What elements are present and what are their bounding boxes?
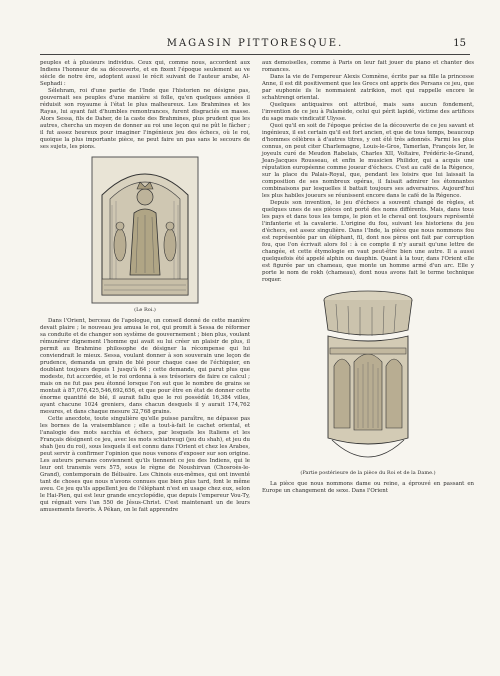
right-paragraph: La pièce que nous nommons dame ou reine, a éprouvé en passant en Europe un changement de sexe. Dans l'Orient bbox=[262, 481, 474, 494]
left-paragraph: peuples et à plusieurs individus. Ceux qui, comme nous, accordent aux Indiens l'honneur de sa découverte, et en fixent l'époque seulement au ve siècle de notre ère, adoptent aussi le récit suivant de l'auteur arabe, Al-Sephadi : bbox=[40, 60, 250, 87]
right-paragraph: Depuis son invention, le jeu d'échecs a souvent changé de règles, et quelques unes de ses pièces ont porté des noms différents. Mais, dans tous les pays et dans tous les temps, le pion et le cheval ont toujours représenté l'infanterie et la cavalerie. L'origine du fou, suivant les historiens du jeu d'échecs, est assez singulière. Dans l'Inde, la pièce que nous nommons fou est représentée par un éléphant, fil, dont nos pères ont fait par corruption fou, que l'on écrivait alors fol : à ce compte il n'y aurait qu'une lettre de changée, et cette étymologie en vaut peut-être bien une autre. Il a aussi quelquefois été appelé alphin ou dauphin. Quant à la tour, dans l'Orient elle est figurée par un chameau, que monte un homme armé d'un arc. Elle y porte le nom de rokh (chameau), dont nous avons fait le terme technique roquer. bbox=[262, 200, 474, 283]
left-paragraph: Dans l'Orient, berceau de l'apologue, un conseil donné de cette manière devait plaire ; le nouveau jeu amusa le roi, qui promit à Sessa de réformer sa conduite et de changer son système de gouvernement ; bien plus, voulant rémunérer dignement l'homme qui avait su lui créer un plaisir de plus, il permit au Brahmine philosophe de désigner la récompense qui lui conviendrait le mieux. Sessa, voulant donner à son souverain une leçon de prudence, demanda un grain de blé pour chaque case de l'échiquier, en doublant toujours depuis 1 jusqu'à 64 ; cette demande, qui parut plus que modeste, fut accordée, et le roi ordonna à ses trésoriers de faire ce calcul ; mais on ne fut pas peu étonné lorsque l'on sut que le nombre de grains se montait à 87,076,425,546,692,656, et que pour être en état de donner cette énorme quantité de blé, il aurait fallu que le roi possédât 16,384 villes, ayant chacune 1024 greniers, dans chacun desquels il y aurait 174,762 mesures, et dans chaque mesure 32,768 grains. bbox=[40, 318, 250, 415]
right-paragraph: Quoi qu'il en soit de l'époque précise de la découverte de ce jeu savant et ingénieux, il est certain qu'il est fort ancien, et que de tous temps, beaucoup d'hommes célèbres à d'autres titres, y ont été très adonnés. Parmi les plus connus, on peut citer Charlemagne, Louis-le-Gros, Tamerlan, François Ier, le joyeulx curé de Meudon Rabelais, Charles XII, Voltaire, Frédéric-le-Grand, Jean-Jacques Rousseau, et enfin le musicien Philidor, qui a acquis une réputation européenne comme joueur d'échecs. C'est au café de la Régence, sur la place du Palais-Royal, que, pendant les loisirs que lui laissait la composition de ses nombreux opéras, il faisait admirer les étonnantes combinaisons par lesquelles il battait toujours ses adversaires. Aujourd'hui les plus habiles joueurs se réunissent encore dans le café de la Régence. bbox=[262, 123, 474, 199]
magazine-title: MAGASIN PITTORESQUE. bbox=[166, 38, 344, 49]
right-paragraph: aux demoiselles, comme à Paris on leur fait jouer du piano et chanter des romances. bbox=[262, 60, 474, 73]
page-header bbox=[40, 38, 470, 55]
king-chess-piece-figure bbox=[90, 155, 200, 305]
right-paragraph: Quelques antiquaires ont attribué, mais sans aucun fondement, l'invention de ce jeu à Palamède, celui qui périt lapidé, victime des artifices du sage mais vindicatif Ulysse. bbox=[262, 102, 474, 122]
page-number: 15 bbox=[453, 38, 466, 49]
back-figure-caption: (Partie postérieure de la pièce du Roi et de la Dame.) bbox=[300, 470, 436, 476]
left-column bbox=[40, 60, 250, 514]
left-paragraph: Cette anecdote, toute singulière qu'elle puisse paraître, ne dépasse pas les bornes de la vraisemblance ; elle a tout-à-fait le cachet oriental, et l'analogie des mots sacchia et échecs, par lesquels les Italiens et les Français désignent ce jeu, avec les mots schiatreugi (jeu du shah), et jeu du shah (jeu du roi), sous lesquels il est connu dans l'Orient et chez les Arabes, peut servir à confirmer l'opinion que nous venons d'exposer sur son origine. Les auteurs persans conviennent qu'ils tiennent ce jeu des Indiens, qui le leur ont transmis vers 575, sous le règne de Noushirvan (Chosroès-le-Grand), contemporain de Bélisaire. Les Chinois eux-mêmes, qui ont inventé tant de choses que nous n'avons connues que bien plus tard, font le même aveu. Ce jeu qu'ils appellent jeu de l'éléphant n'est en usage chez eux, selon le Hai-Pien, qui est leur grande encyclopédie, que depuis l'empereur Vou-Ty, qui régnait vers l'an 550 de Jésus-Christ. C'est maintenant un de leurs amusements favoris. À Pékan, on le fait apprendre bbox=[40, 416, 250, 513]
right-column bbox=[262, 60, 474, 495]
king-queen-back-figure bbox=[306, 288, 430, 468]
left-paragraph: Sélehram, roi d'une partie de l'Inde que l'historien ne désigne pas, gouvernait ses peuples d'une manière si folle, qu'en quelques années il réduisit son royaume à l'état le plus malheureux. Les Brahmines et les Rayas, lui ayant fait d'humbles remontrances, furent disgraciés en masse. Alors Sessa, fils de Daher, de la caste des Brahmines, plus prudent que les autres, chercha un moyen de donner au roi une leçon qui ne pût le fâcher ; il fut assez heureux pour imaginer l'ingénieux jeu des échecs, où le roi, quoique la plus importante pièce, ne peut faire un pas sans le secours de ses sujets, les pions. bbox=[40, 88, 250, 150]
right-paragraph: Dans la vie de l'empereur Alexis Comnène, écrite par sa fille la princesse Anne, il est dit positivement que les Grecs ont appris des Persans ce jeu, que par euphonie ils le nommaient zatrikion, mot qui rappelle encore le schahtrengi oriental. bbox=[262, 74, 474, 101]
king-figure-caption: (Le Roi.) bbox=[134, 307, 156, 313]
